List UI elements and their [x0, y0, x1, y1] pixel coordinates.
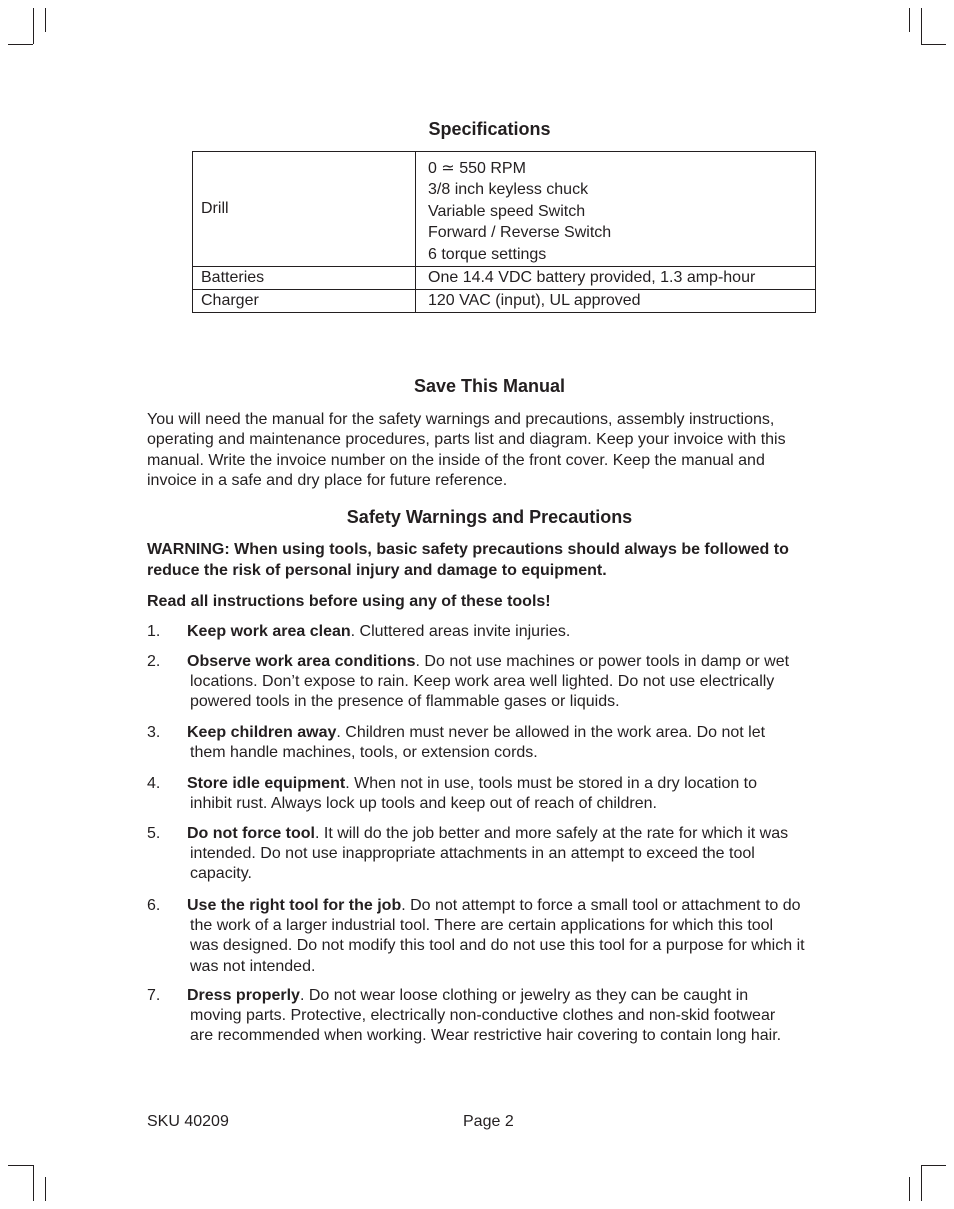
paragraph-line: invoice in a safe and dry place for future reference. [147, 471, 508, 489]
item-text: . Do not wear loose clothing or jewelry as they can be caught in [299, 987, 749, 1004]
paragraph-line: operating and maintenance procedures, parts list and diagram. Keep your invoice with this [147, 431, 786, 449]
spec-feature: 6 torque settings [428, 245, 547, 263]
spec-value: One 14.4 VDC battery provided, 1.3 amp-hour [416, 267, 816, 290]
warning-text [147, 539, 847, 581]
item-heading: Dress properly [187, 987, 300, 1004]
item-text: . Do not attempt to force a small tool or attachment to do [401, 897, 801, 914]
item-heading: Do not force tool [187, 825, 315, 842]
table-row [193, 267, 816, 290]
item-text: capacity. [190, 865, 252, 883]
item-number: 7. [147, 987, 161, 1004]
item-text: them handle machines, tools, or extension cords. [190, 744, 538, 762]
spec-label: Charger [193, 290, 416, 313]
warning-line: reduce the risk of personal injury and damage to equipment. [147, 562, 607, 579]
specifications-heading: Specifications [428, 119, 551, 139]
item-text: . When not in use, tools must be stored in a dry location to [345, 775, 758, 792]
spec-value: 120 VAC (input), UL approved [416, 290, 816, 313]
list-item [147, 986, 847, 1047]
item-text: moving parts. Protective, electrically non-conductive clothes and non-skid footwear [190, 1007, 776, 1025]
spec-feature: 3/8 inch keyless chuck [428, 181, 589, 199]
table-row [193, 152, 816, 267]
list-item [147, 896, 847, 977]
item-text: locations. Don’t expose to rain. Keep work area well lighted. Do not use electrically [190, 673, 775, 691]
item-number: 1. [147, 623, 161, 640]
read-all-instructions: Read all instructions before using any of these tools! [147, 593, 551, 610]
item-number: 6. [147, 897, 161, 914]
item-heading: Use the right tool for the job [187, 897, 402, 914]
item-text: . Children must never be allowed in the work area. Do not let [336, 724, 766, 741]
item-number: 4. [147, 775, 161, 792]
item-number: 3. [147, 724, 161, 741]
item-number: 2. [147, 653, 161, 670]
item-text: was designed. Do not modify this tool and do not use this tool for a purpose for which it [190, 937, 805, 955]
item-heading: Observe work area conditions [187, 653, 416, 670]
footer-sku: SKU 40209 [147, 1113, 229, 1130]
spec-label: Drill [193, 152, 416, 267]
item-text: inhibit rust. Always lock up tools and keep out of reach of children. [190, 795, 657, 813]
specifications-table [192, 151, 816, 313]
spec-label: Batteries [193, 267, 416, 290]
warning-line: WARNING: When using tools, basic safety precautions should always be followed to [147, 541, 789, 558]
item-text: . Cluttered areas invite injuries. [350, 623, 571, 640]
table-row [193, 290, 816, 313]
footer-page-number: Page 2 [463, 1113, 514, 1130]
save-manual-paragraph [147, 410, 847, 491]
item-text: powered tools in the presence of flammable gases or liquids. [190, 693, 620, 711]
item-number: 5. [147, 825, 161, 842]
item-text: was not intended. [190, 957, 316, 975]
paragraph-line: You will need the manual for the safety warnings and precautions, assembly instructions, [147, 411, 775, 428]
item-text: . It will do the job better and more safely at the rate for which it was [314, 825, 789, 842]
item-heading: Keep work area clean [187, 623, 351, 640]
item-text: are recommended when working. Wear restrictive hair covering to contain long hair. [190, 1027, 782, 1045]
list-item [147, 774, 847, 814]
item-text: intended. Do not use inappropriate attachments in an attempt to exceed the tool [190, 845, 755, 863]
safety-heading: Safety Warnings and Precautions [346, 507, 633, 527]
list-item [147, 824, 847, 885]
item-heading: Store idle equipment [187, 775, 346, 792]
item-heading: Keep children away [187, 724, 337, 741]
list-item [147, 723, 847, 763]
item-text: . Do not use machines or power tools in damp or wet [415, 653, 790, 670]
spec-feature: Forward / Reverse Switch [428, 224, 612, 242]
spec-feature: Variable speed Switch [428, 202, 586, 220]
list-item [147, 622, 847, 642]
save-manual-heading: Save This Manual [413, 376, 566, 396]
paragraph-line: manual. Write the invoice number on the inside of the front cover. Keep the manual and [147, 451, 765, 469]
spec-value [416, 152, 816, 267]
item-text: the work of a larger industrial tool. There are certain applications for which this tool [190, 917, 774, 935]
list-item [147, 652, 847, 713]
spec-feature: 0 ≃ 550 RPM [428, 159, 526, 177]
